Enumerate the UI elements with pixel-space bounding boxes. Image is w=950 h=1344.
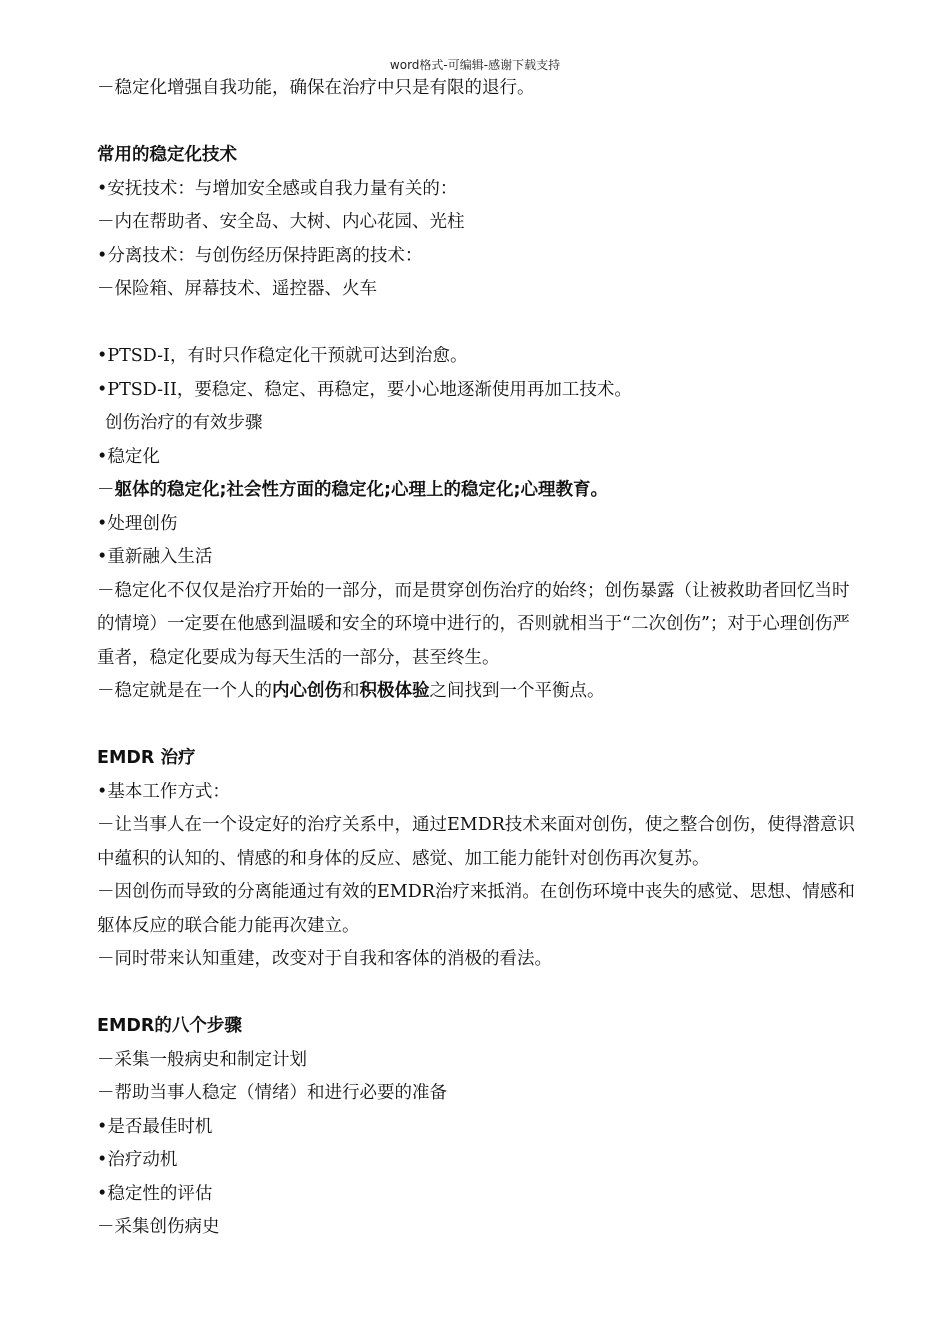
text-line: －同时带来认知重建，改变对于自我和客体的消极的看法。 (97, 949, 552, 969)
bold-text: 躯体的稳定化;社会性方面的稳定化;心理上的稳定化;心理教育。 (114, 480, 608, 500)
text-span: 之间找到一个平衡点。 (429, 681, 605, 701)
section-heading-stabilization-techniques: 常用的稳定化技术 (97, 145, 237, 165)
section-heading-emdr-eight-steps: EMDR的八个步骤 (97, 1016, 242, 1036)
text-line: －保险箱、屏幕技术、遥控器、火车 (97, 279, 377, 299)
text-span: 和 (342, 681, 360, 701)
text-line: －采集一般病史和制定计划 (97, 1049, 307, 1070)
text-span: －稳定就是在一个人的 (97, 681, 272, 701)
document-body (97, 72, 857, 1245)
text-line: •安抚技术：与增加安全感或自我力量有关的： (97, 178, 458, 199)
text-line: •治疗动机 (97, 1150, 178, 1170)
bold-text: 积极体验 (359, 681, 430, 701)
section-heading-emdr-therapy: EMDR 治疗 (97, 748, 196, 768)
text-line: －采集创伤病史 (97, 1217, 220, 1237)
text-line: •重新融入生活 (97, 547, 213, 567)
text-line (97, 474, 857, 508)
text-line: •PTSD-II，要稳定、稳定、再稳定，要小心地逐渐使用再加工技术。 (97, 379, 632, 400)
text-line: •处理创伤 (97, 513, 178, 534)
text-line: •PTSD-I，有时只作稳定化干预就可达到治愈。 (97, 346, 468, 366)
paragraph: －因创伤而导致的分离能通过有效的EMDR治疗来抵消。在创伤环境中丧失的感觉、思想、情感和躯体反应的联合能力能再次建立。 (97, 882, 855, 936)
paragraph: －稳定化不仅仅是治疗开始的一部分，而是贯穿创伤治疗的始终；创伤暴露（让被救助者回忆当时的情境）一定要在他感到温暖和安全的环境中进行的，否则就相当于“二次创伤”；对于心理创伤严重者，稳定化要成为每天生活的一部分，甚至终生。 (97, 580, 850, 668)
text-line: •是否最佳时机 (97, 1116, 213, 1137)
text-line: 创伤治疗的有效步骤 (105, 413, 263, 433)
text-line: －内在帮助者、安全岛、大树、内心花园、光柱 (97, 212, 465, 232)
text-line: •稳定化 (97, 446, 160, 467)
text-line: •分离技术：与创伤经历保持距离的技术： (97, 245, 423, 266)
dash: － (97, 480, 115, 500)
text-line: －稳定化增强自我功能，确保在治疗中只是有限的退行。 (97, 78, 535, 98)
text-line: •稳定性的评估 (97, 1183, 213, 1204)
bold-text: 内心创伤 (272, 681, 342, 701)
page-header: word格式-可编辑-感谢下载支持 (389, 58, 561, 72)
paragraph: －让当事人在一个设定好的治疗关系中，通过EMDR技术来面对创伤，使之整合创伤，使得潜意识中蕴积的认知的、情感的和身体的反应、感觉、加工能力能针对创伤再次复苏。 (97, 815, 855, 869)
text-line: •基本工作方式： (97, 781, 230, 802)
text-line: －帮助当事人稳定（情绪）和进行必要的准备 (97, 1083, 447, 1103)
text-line (97, 675, 857, 709)
